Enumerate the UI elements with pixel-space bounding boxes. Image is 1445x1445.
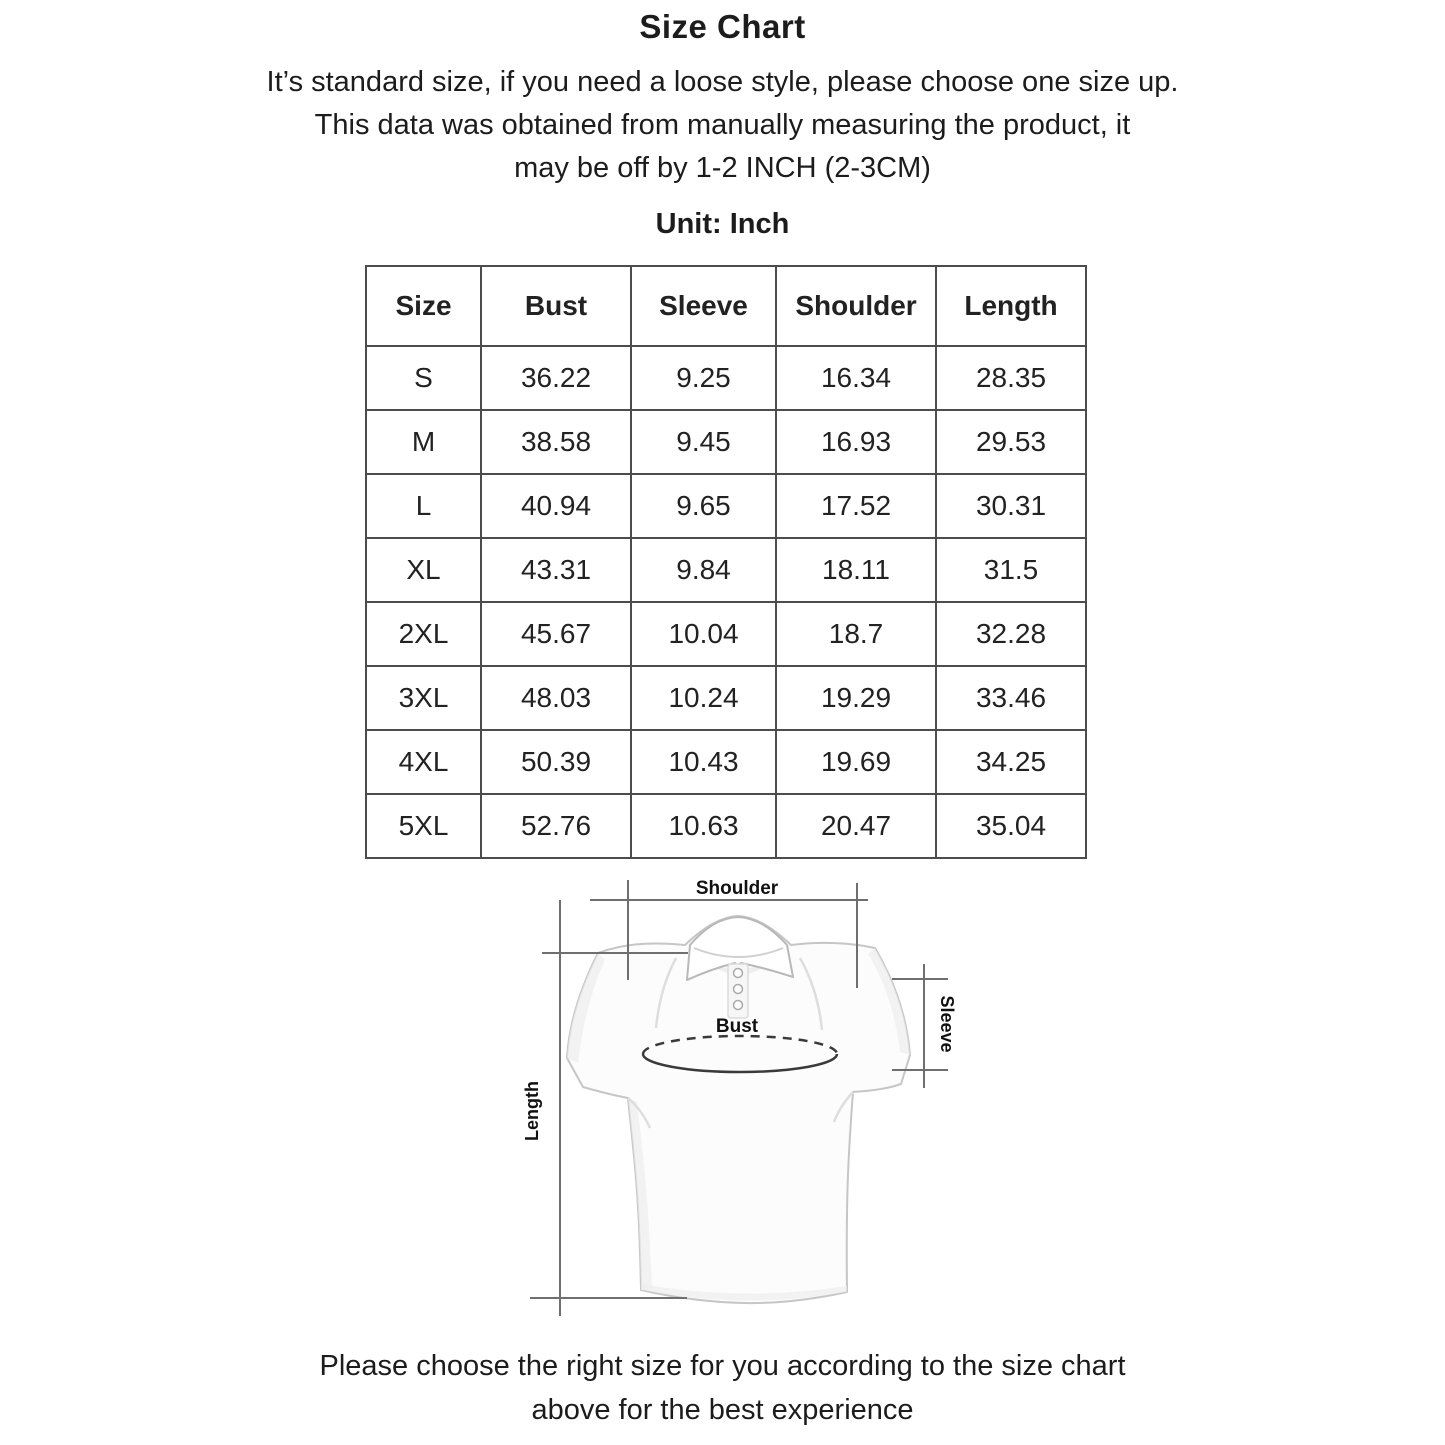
size-table <box>365 265 1087 859</box>
table-row <box>366 602 1086 666</box>
table-row <box>366 410 1086 474</box>
table-row <box>366 538 1086 602</box>
polo-shirt-illustration <box>567 916 910 1303</box>
sleeve-label: Sleeve <box>937 995 957 1053</box>
table-cell: 36.22 <box>481 346 631 410</box>
table-cell: 45.67 <box>481 602 631 666</box>
table-cell: 33.46 <box>936 666 1086 730</box>
column-header: Bust <box>481 266 631 346</box>
size-table-body <box>366 346 1086 858</box>
table-cell: 9.84 <box>631 538 776 602</box>
table-row <box>366 666 1086 730</box>
shoulder-label: Shoulder <box>695 878 779 899</box>
table-cell: 19.29 <box>776 666 936 730</box>
table-cell: 52.76 <box>481 794 631 858</box>
table-cell: 28.35 <box>936 346 1086 410</box>
table-row <box>366 346 1086 410</box>
table-cell: 9.65 <box>631 474 776 538</box>
table-cell: 16.34 <box>776 346 936 410</box>
table-row <box>366 730 1086 794</box>
table-cell: 31.5 <box>936 538 1086 602</box>
table-cell: 4XL <box>366 730 481 794</box>
table-cell: 48.03 <box>481 666 631 730</box>
table-cell: M <box>366 410 481 474</box>
button-icon <box>734 969 743 978</box>
shirt-measurement-diagram <box>500 858 1010 1338</box>
table-cell: 30.31 <box>936 474 1086 538</box>
bust-label: Bust <box>715 1016 759 1037</box>
table-cell: 32.28 <box>936 602 1086 666</box>
column-header: Length <box>936 266 1086 346</box>
size-table-header-row <box>366 266 1086 346</box>
column-header: Shoulder <box>776 266 936 346</box>
table-cell: 10.24 <box>631 666 776 730</box>
page-title: Size Chart <box>639 8 806 45</box>
table-cell: 17.52 <box>776 474 936 538</box>
table-cell: 10.43 <box>631 730 776 794</box>
table-cell: XL <box>366 538 481 602</box>
table-cell: 10.04 <box>631 602 776 666</box>
table-cell: 50.39 <box>481 730 631 794</box>
table-cell: 18.11 <box>776 538 936 602</box>
table-cell: 20.47 <box>776 794 936 858</box>
table-cell: 18.7 <box>776 602 936 666</box>
length-label: Length <box>522 1081 542 1141</box>
text-line: above for the best experience <box>531 1394 914 1426</box>
column-header: Sleeve <box>631 266 776 346</box>
text-line: This data was obtained from manually measuring the product, it <box>314 109 1131 141</box>
table-cell: 10.63 <box>631 794 776 858</box>
table-cell: S <box>366 346 481 410</box>
table-row <box>366 474 1086 538</box>
description <box>0 61 1445 190</box>
table-cell: 29.53 <box>936 410 1086 474</box>
table-cell: 9.45 <box>631 410 776 474</box>
text-line: Please choose the right size for you according to the size chart <box>319 1350 1126 1382</box>
table-cell: 38.58 <box>481 410 631 474</box>
table-cell: 5XL <box>366 794 481 858</box>
table-cell: 43.31 <box>481 538 631 602</box>
table-cell: 9.25 <box>631 346 776 410</box>
unit-label: Unit: Inch <box>655 208 790 240</box>
text-line: may be off by 1-2 INCH (2-3CM) <box>514 152 931 184</box>
table-cell: 2XL <box>366 602 481 666</box>
table-row <box>366 794 1086 858</box>
button-icon <box>734 1001 743 1010</box>
table-cell: 19.69 <box>776 730 936 794</box>
table-cell: L <box>366 474 481 538</box>
button-icon <box>734 985 743 994</box>
table-cell: 35.04 <box>936 794 1086 858</box>
table-cell: 3XL <box>366 666 481 730</box>
table-cell: 40.94 <box>481 474 631 538</box>
column-header: Size <box>366 266 481 346</box>
text-line: It’s standard size, if you need a loose style, please choose one size up. <box>266 66 1179 98</box>
table-cell: 16.93 <box>776 410 936 474</box>
footer-note <box>0 1344 1445 1432</box>
table-cell: 34.25 <box>936 730 1086 794</box>
